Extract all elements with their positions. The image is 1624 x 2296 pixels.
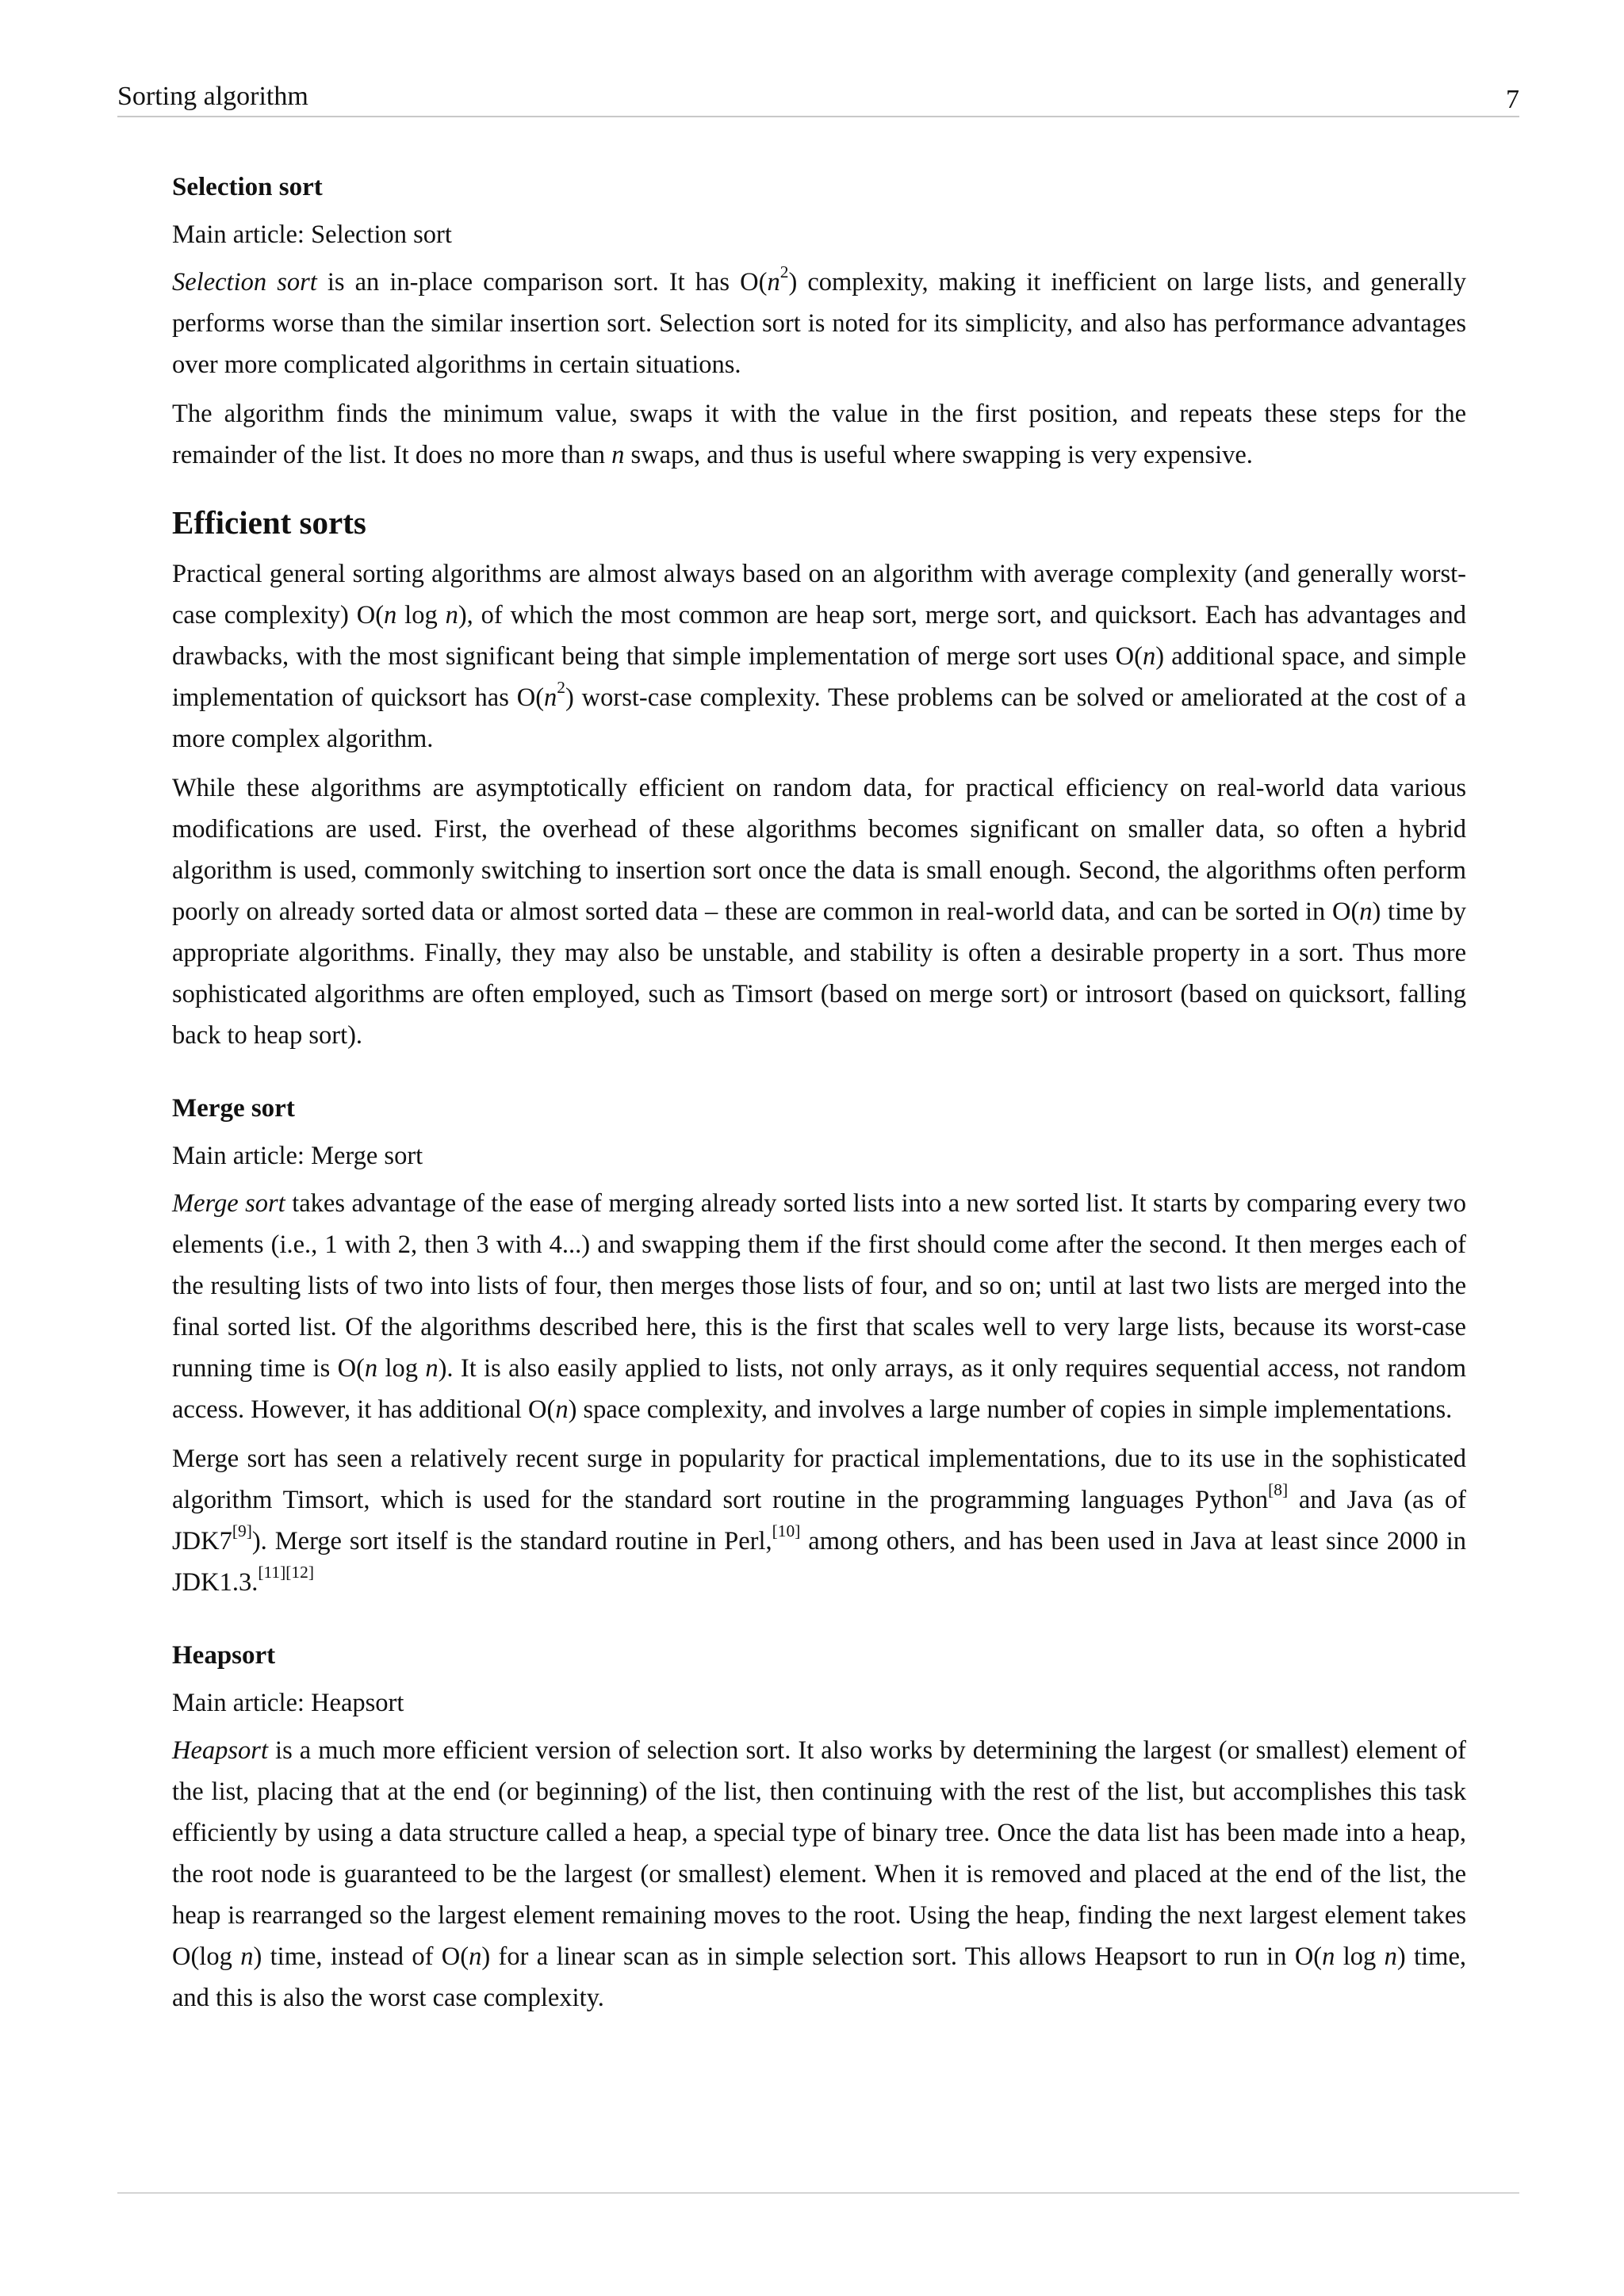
exponent: 2 <box>779 262 789 281</box>
paragraph-efficient-sorts-2: While these algorithms are asymptotically efficient on random data, for practical efficiency on real-world data various modifications are used. First, the overhead of these algorithms becomes significant on smaller data, so often a hybrid algorithm is used, commonly switching to insertion sort once the data is small enough. Second, the algorithms often perform poorly on already sorted data or almost sorted data – these are common in real-world data, and can be sorted in O(n) time by appropriate algorithms. Finally, they may also be unstable, and stability is often a desirable property in a sort. Thus more sophisticated algorithms are often employed, such as Timsort (based on merge sort) or introsort (based on quicksort, falling back to heap sort). <box>172 774 1466 1050</box>
main-article-link-merge-sort[interactable]: Main article: Merge sort <box>172 1142 423 1170</box>
paragraph-selection-sort-2: The algorithm finds the minimum value, swaps it with the value in the first position, and repeats these steps for the remainder of the list. It does no more than n swaps, and thus is useful where swapping is very expensive. <box>172 400 1466 469</box>
footer-rule <box>117 2192 1519 2194</box>
heading-merge-sort: Merge sort <box>172 1094 295 1123</box>
reference-11[interactable]: [11] <box>258 1562 286 1582</box>
main-article-link-heapsort[interactable]: Main article: Heapsort <box>172 1689 404 1717</box>
heading-efficient-sorts: Efficient sorts <box>172 504 366 541</box>
paragraph-selection-sort-1: Selection sort is an in-place comparison sort. It has $O(n^2)$ complexity, making it inefficient on large lists, and generally performs worse than the similar insertion sort. Selection sort is noted for its simplicity, and also has performance advantages over more complicated algorithms in certain situations. <box>172 262 1466 379</box>
paragraph-efficient-sorts-1: Practical general sorting algorithms are almost always based on an algorithm with average complexity (and generally worst-case complexity) O(n log n), of which the most common are heap sort, merge sort, and quicksort. Each has advantages and drawbacks, with the most significant being that simple implementation of merge sort uses O(n) additional space, and simple implementation of quicksort has $O(n^2)$ worst-case complexity. These problems can be solved or ameliorated at the cost of a more complex algorithm. <box>172 560 1467 753</box>
paragraph-merge-sort-2: Merge sort has seen a relatively recent surge in popularity for practical implementations, due to its use in the sophisticated algorithm Timsort, which is used for the standard sort routine in the programming languages Python[8] and Java (as of JDK7[9]). Merge sort itself is the standard routine in Perl,[10] among others, and has been used in Java at least since 2000 in JDK1.3.[11][12] <box>172 1445 1466 1597</box>
term-selection-sort: Selection sort <box>172 268 317 297</box>
reference-9[interactable]: [9] <box>232 1521 252 1540</box>
term-merge-sort: Merge sort <box>172 1189 285 1218</box>
paragraph-merge-sort-1: Merge sort takes advantage of the ease of merging already sorted lists into a new sorted list. It starts by comparing every two elements (i.e., 1 with 2, then 3 with 4...) and swapping them if the first should come after the second. It then merges each of the resulting lists of two into lists of four, then merges those lists of four, and so on; until at last two lists are merged into the final sorted list. Of the algorithms described here, this is the first that scales well to very large lists, because its worst-case running time is O(n log n). It is also easily applied to lists, not only arrays, as it only requires sequential access, not random access. However, it has additional O(n) space complexity, and involves a large number of copies in simple implementations. <box>172 1189 1467 1424</box>
article-body <box>172 166 1466 2026</box>
page-header <box>117 79 1519 117</box>
running-title: Sorting algorithm <box>117 82 308 111</box>
exponent: 2 <box>557 677 565 697</box>
page-number: 7 <box>1506 85 1519 114</box>
reference-8[interactable]: [8] <box>1268 1479 1289 1499</box>
main-article-link-selection-sort[interactable]: Main article: Selection sort <box>172 220 452 249</box>
reference-10[interactable]: [10] <box>772 1521 801 1540</box>
heading-selection-sort: Selection sort <box>172 173 323 201</box>
reference-12[interactable]: [12] <box>285 1562 314 1582</box>
term-heapsort: Heapsort <box>172 1736 268 1765</box>
paragraph-heapsort-1: Heapsort is a much more efficient version of selection sort. It also works by determining the largest (or smallest) element of the list, placing that at the end (or beginning) of the list, then continuing with the rest of the list, but accomplishes this task efficiently by using a data structure called a heap, a special type of binary tree. Once the data list has been made into a heap, the root node is guaranteed to be the largest (or smallest) element. When it is removed and placed at the end of the list, the heap is rearranged so the largest element remaining moves to the root. Using the heap, finding the next largest element takes O(log n) time, instead of O(n) for a linear scan as in simple selection sort. This allows Heapsort to run in O(n log n) time, and this is also the worst case complexity. <box>172 1736 1467 2012</box>
heading-heapsort: Heapsort <box>172 1641 276 1670</box>
